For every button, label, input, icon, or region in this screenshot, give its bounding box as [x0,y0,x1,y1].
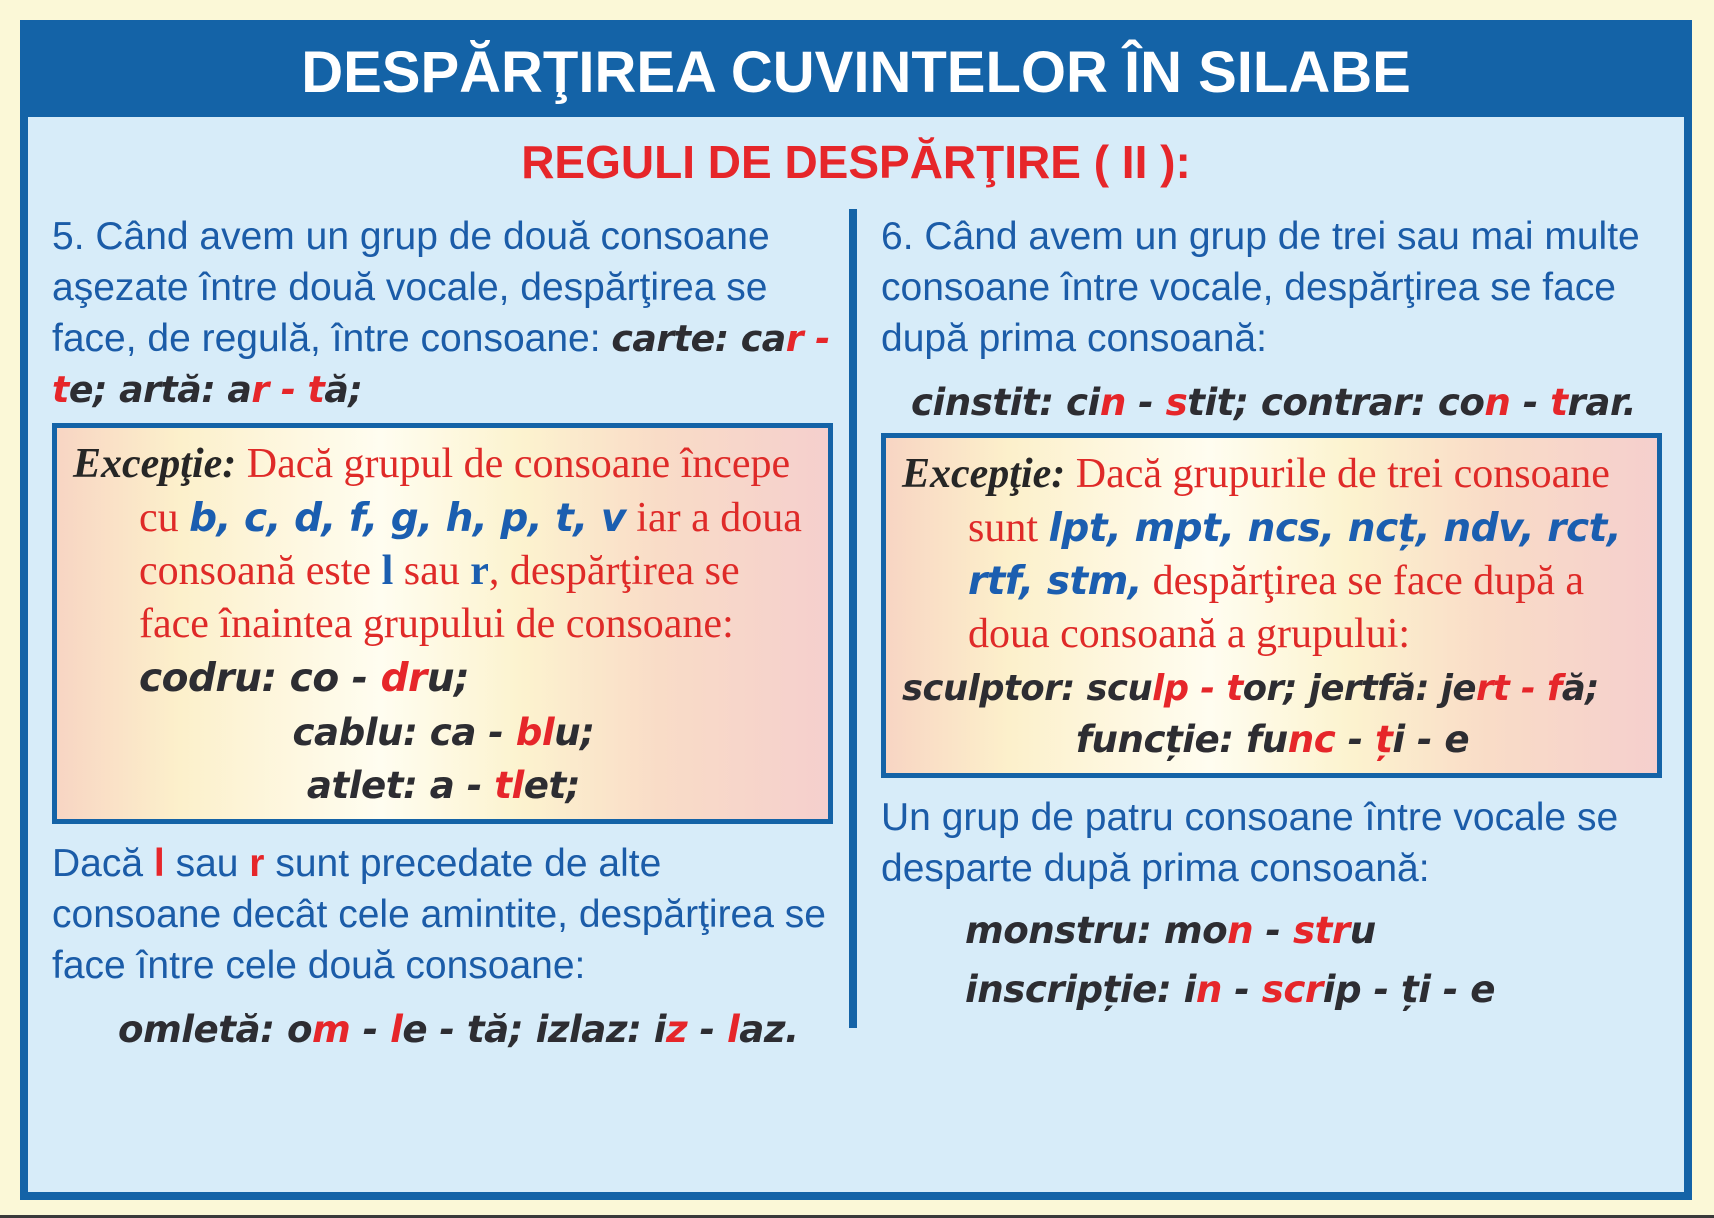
text-segment: sau [164,841,250,885]
text-segment: z [666,1006,688,1051]
text-segment: m [312,1006,351,1051]
text-segment: sau [393,547,471,594]
text-segment: lpt, mpt, ncs, ncț, ndv, rct, rtf, stm, [968,505,1622,604]
text-segment: u [1349,907,1376,952]
text-segment: rt - f [1475,667,1562,709]
text-segment: omletă: o [118,1006,313,1051]
column-divider [849,209,857,1028]
text-segment: r [470,547,489,594]
text-segment: 6. Când avem un grup de trei sau mai multe consoane între vocale, despărţirea se face după prima consoană: [881,215,1640,361]
column-left [32,203,849,1052]
text-segment: scr [1261,966,1323,1011]
text-segment: ip - ți - e [1322,966,1496,1011]
text-segment: dr [380,655,427,701]
column-right [857,203,1680,1052]
text-segment: e - tă; izlaz: i [402,1006,667,1051]
text-segment: ă; [324,368,363,412]
text-segment: r - t [52,317,830,412]
exception-box-left [52,423,833,823]
text-segment: n [1099,380,1126,425]
text-segment: u; [426,655,470,701]
example-inscriptie [965,967,1666,1012]
text-segment: cablu: ca - [292,709,516,754]
text-segment: despărţirea se face după a doua consoană a grupului: [968,557,1585,658]
rule-5b-paragraph [52,838,837,991]
exception-box-right [881,433,1662,777]
text-segment: l [153,841,165,885]
text-segment: inscripție: i [965,966,1196,1011]
rule-6-paragraph [881,211,1666,364]
two-column-layout [28,203,1684,1052]
text-segment: , despărţirea se face înaintea grupului de consoane: [139,547,740,648]
text-segment: Dacă [52,841,154,885]
text-segment: l [390,1006,403,1051]
text-segment: s [1165,380,1188,425]
text-segment: i - e [1392,716,1470,761]
text-segment: 5. Când avem un grup de două consoane aşezate între două vocale, despărţirea se face, de regulă, între consoane: [52,215,770,361]
text-segment: cinstit: ci [911,380,1100,425]
exception-left-example-atlet [73,760,814,811]
text-segment: - [1253,907,1293,952]
text-segment: nc [1287,716,1336,761]
text-segment: codru: co - [139,655,381,701]
text-segment: n [1227,907,1254,952]
exception-left-text [73,438,814,705]
text-segment: n [1484,380,1511,425]
text-segment: Dacă grupul de consoane începe cu [139,441,791,541]
exception-left-example-cablu [73,707,814,758]
text-segment: Excepţie: [73,441,247,488]
text-segment: or; jertfă: je [1242,667,1476,709]
text-segment: atlet: a - [306,762,495,807]
text-segment: Dacă grupurile de trei consoane sunt [968,451,1610,551]
text-segment: t [1550,380,1568,425]
text-segment: rar. [1567,380,1637,425]
rule-4-consonants-paragraph [881,792,1666,894]
text-segment: monstru: mo [965,907,1228,952]
text-segment: iar a doua consoană este [139,494,802,594]
text-segment: b, c, d, f, g, h, p, t, v [189,495,626,541]
text-segment: - [350,1006,391,1051]
section-subtitle: REGULI DE DESPĂRŢIRE ( II ): [521,136,1191,188]
text-segment: e; artă: a [68,368,252,412]
rule-5-paragraph [52,211,837,415]
poster-header [27,27,1685,117]
text-segment: - [1335,716,1376,761]
example-monstru [965,908,1666,953]
text-segment: - [687,1006,728,1051]
text-segment: sculptor: scu [902,667,1153,709]
text-segment: et; [523,762,581,807]
text-segment: ă; [1561,667,1599,709]
example-cinstit-contrar [911,380,1666,425]
text-segment: tit; contrar: co [1187,380,1485,425]
text-segment: sunt precedate de alte consoane decât cele amintite, despărţirea se face între cele două consoane: [52,841,826,987]
text-segment: carte: ca [611,317,786,361]
poster-frame [20,20,1692,1200]
text-segment: tl [494,762,524,807]
example-omleta-izlaz [118,1007,837,1052]
text-segment: ț [1375,716,1393,761]
text-segment: funcție: fu [1075,716,1288,761]
page-title: DESPĂRŢIREA CUVINTELOR ÎN SILABE [301,39,1411,105]
text-segment: r - t [251,368,325,412]
text-segment: - [1125,380,1166,425]
text-segment: Un grup de patru consoane între vocale se desparte după prima consoană: [881,795,1619,890]
text-segment: az. [739,1006,799,1051]
text-segment: - [1221,966,1262,1011]
text-segment: r [249,841,265,885]
exception-right-text [902,448,1643,661]
exception-right-example-functie [902,714,1643,765]
text-segment: n [1195,966,1222,1011]
text-segment: l [727,1006,740,1051]
text-segment: lp - t [1152,667,1243,709]
text-segment: - [1510,380,1551,425]
exception-right-example-sculptor [902,664,1643,712]
text-segment: str [1292,907,1350,952]
text-segment: Excepţie: [902,451,1076,498]
text-segment: u; [554,709,595,754]
text-segment: l [381,547,394,594]
text-segment: bl [515,709,555,754]
examples-block-right [965,908,1666,1012]
